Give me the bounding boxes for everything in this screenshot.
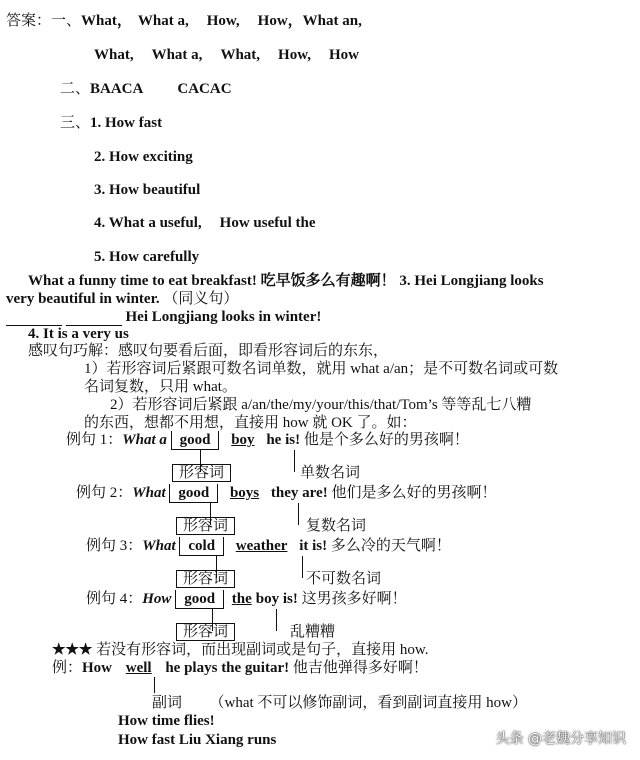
answers-section-3-3: 3. How beautiful — [94, 182, 201, 198]
example-tail: he is! — [266, 432, 301, 448]
tips-title: 感叹句巧解：感叹句要看后面，即看形容词后的东东， — [28, 343, 389, 359]
answer-item: How useful the — [219, 215, 316, 231]
adverb-note-text: 若没有形容词，而出现副词或是句子，直接用 how. — [96, 642, 429, 658]
tag-box: 形容词 — [176, 570, 235, 588]
example-adjective: good — [175, 590, 224, 609]
connector-line — [154, 677, 155, 693]
example-3-noun-tag: 不可数名词 — [306, 571, 382, 587]
example-tail: they are! — [270, 485, 328, 501]
example-translation: 他们是多么好的男孩啊！ — [331, 485, 497, 501]
adverb-tag-note: （what 不可以修饰副词，看到副词直接用 how） — [209, 695, 528, 711]
example-translation: 这男孩多好啊！ — [301, 591, 407, 607]
answer-item: What, — [94, 47, 134, 63]
example-label: 例： — [52, 660, 83, 676]
connector-line — [302, 556, 303, 578]
answer-item: CACAC — [177, 81, 232, 97]
adverb-tag-line — [152, 694, 527, 712]
answers-section-3-5: 5. How carefully — [94, 249, 200, 265]
example-label: 例句 3： — [86, 538, 143, 554]
example-noun: boy — [231, 432, 255, 448]
paragraph-line-4: 4. It is a very us — [28, 326, 129, 342]
section-1-number: 一、 — [51, 13, 82, 29]
paragraph-line-1: What a funny time to eat breakfast! 吃早饭多么有趣啊！ 3. Hei Longjiang looks — [28, 273, 544, 289]
answers-section-3-4 — [94, 214, 316, 232]
answer-item: How — [328, 47, 359, 63]
example-lead: What — [132, 485, 166, 501]
example-adjective: good — [169, 484, 218, 503]
example-tail: boy is! — [255, 591, 298, 607]
answers-line-2 — [94, 46, 359, 64]
answer-item: 1. How fast — [90, 115, 163, 131]
tips-rule-1b: 名词复数，只用 what。 — [84, 379, 237, 395]
answers-label: 答案： — [6, 13, 52, 29]
answer-item: What, — [220, 47, 261, 63]
answer-item: How, — [206, 13, 240, 29]
adverb-example — [52, 659, 428, 677]
stars-icon: ★★★ — [52, 642, 93, 658]
example-lead: What — [142, 538, 176, 554]
example-lead: How — [82, 660, 113, 676]
fill-blank — [66, 311, 122, 326]
example-3-adj-tag — [176, 570, 235, 588]
section-2-number: 二、 — [60, 81, 91, 97]
answers-section-3-1 — [60, 114, 162, 132]
answer-item: How, — [278, 47, 311, 63]
tag-box: 形容词 — [172, 464, 231, 482]
answer-item: How， — [257, 13, 303, 29]
example-1 — [66, 431, 469, 450]
example-4-noun-tag: 乱糟糟 — [290, 624, 336, 640]
answer-item: What， — [81, 13, 132, 29]
example-label: 例句 1： — [66, 432, 123, 448]
answers-section-3-2: 2. How exciting — [94, 149, 193, 165]
answer-item: 4. What a useful, — [94, 215, 202, 231]
example-noun: the — [231, 591, 252, 607]
tag-box: 形容词 — [176, 623, 235, 641]
example-noun: weather — [235, 538, 288, 554]
tips-rule-1a: 1）若形容词后紧跟可数名词单数，就用 what a/an；是不可数名词或可数 — [84, 361, 559, 377]
paragraph-text: Hei Longjiang looks in winter! — [125, 309, 322, 325]
fill-blank — [6, 311, 62, 326]
example-tail: it is! — [299, 538, 328, 554]
answer-item: What an, — [302, 13, 362, 29]
example-adverb: well — [125, 660, 152, 676]
example-lead: What a — [122, 432, 167, 448]
connector-line — [294, 450, 295, 472]
section-3-number: 三、 — [60, 115, 91, 131]
example-label: 例句 2： — [76, 485, 133, 501]
example-2-noun-tag: 复数名词 — [306, 518, 367, 534]
adverb-sentence-1: How time flies! — [118, 713, 215, 729]
example-4-adj-tag — [176, 623, 235, 641]
adverb-tag: 副词 — [152, 695, 183, 711]
tag-box: 形容词 — [176, 517, 235, 535]
paragraph-text: very beautiful in winter. — [6, 291, 160, 307]
answer-item: What a, — [137, 13, 189, 29]
answer-item: What a, — [151, 47, 203, 63]
example-1-noun-tag: 单数名词 — [300, 465, 361, 481]
adverb-sentence-2: How fast Liu Xiang runs — [118, 732, 277, 748]
paragraph-line-2 — [6, 290, 238, 308]
adverb-note — [52, 641, 428, 659]
paragraph-line-3 — [6, 308, 321, 326]
example-lead: How — [142, 591, 172, 607]
example-label: 例句 4： — [86, 591, 143, 607]
tips-rule-2a: 2）若形容词后紧跟 a/an/the/my/your/this/that/Tom’s 等等乱七八糟 — [110, 397, 532, 413]
example-translation: 他是个多么好的男孩啊！ — [303, 432, 469, 448]
example-translation: 他吉他弹得多好啊！ — [292, 660, 428, 676]
watermark: 头条 @老魏分享知识 — [495, 731, 626, 747]
tips-rule-2b: 的东西，想都不用想，直接用 how 就 OK 了。如： — [84, 415, 417, 431]
answers-section-2 — [60, 80, 232, 98]
answers-line-1 — [6, 12, 362, 30]
example-1-adj-tag — [172, 464, 231, 482]
paragraph-note: （同义句） — [163, 291, 239, 307]
answer-item: BAACA — [90, 81, 144, 97]
example-adjective: good — [171, 431, 220, 450]
example-translation: 多么冷的天气啊！ — [330, 538, 451, 554]
example-tail: he plays the guitar! — [165, 660, 290, 676]
example-adjective: cold — [179, 537, 224, 556]
connector-line — [276, 609, 277, 631]
connector-line — [298, 503, 299, 525]
example-2 — [76, 484, 496, 503]
example-noun: boys — [229, 485, 260, 501]
example-2-adj-tag — [176, 517, 235, 535]
example-3 — [86, 537, 451, 556]
example-4 — [86, 590, 407, 609]
